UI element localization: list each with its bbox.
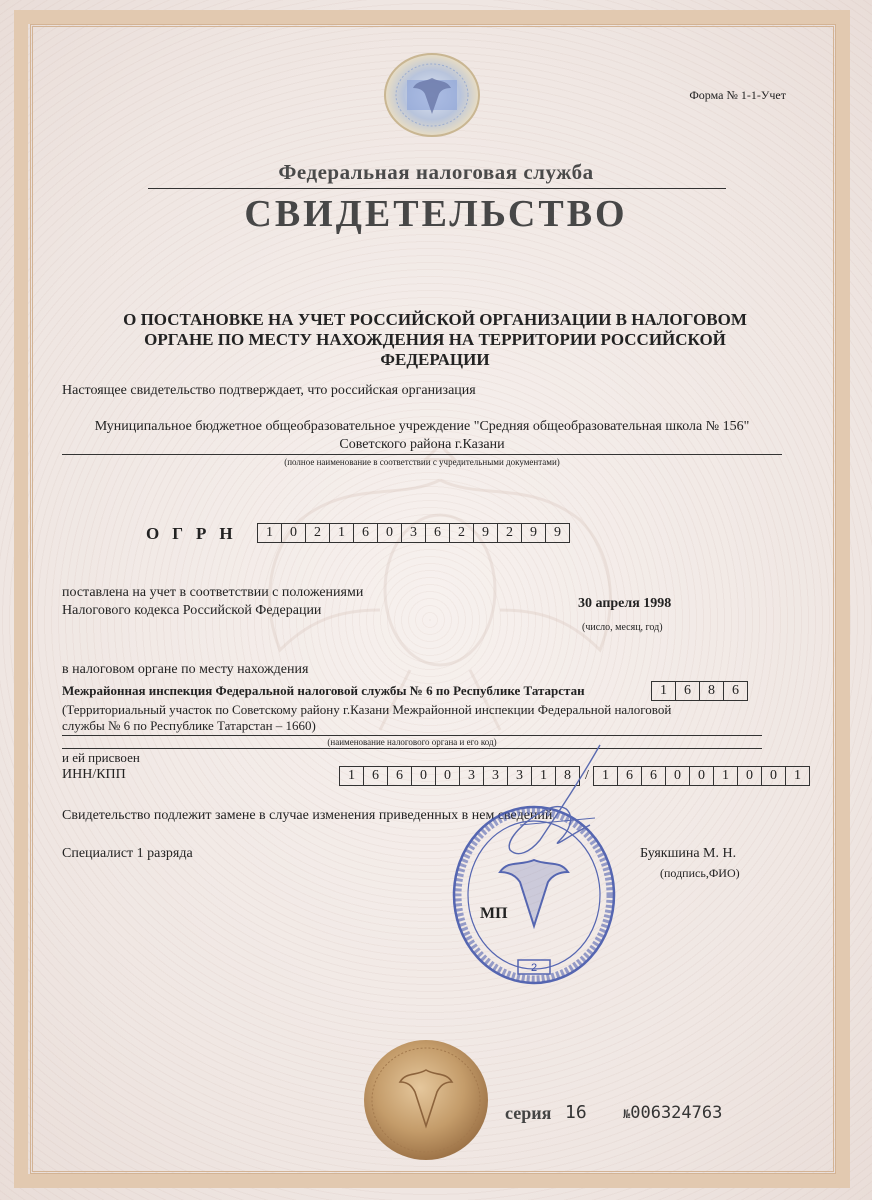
registration-line-1: поставлена на учет в соответствии с положениями	[62, 585, 364, 600]
tax-office-caption: (наименование налогового органа и его код)	[327, 737, 497, 747]
ogrn-digit-cell: 9	[545, 523, 570, 543]
series-value: 16	[565, 1102, 587, 1123]
kpp-digit-cell: 6	[641, 766, 666, 786]
ogrn-cells	[258, 523, 570, 543]
kpp-cells	[594, 766, 810, 786]
tax-office-intro: в налоговом органе по месту нахождения	[62, 662, 309, 677]
ogrn-digit-cell: 6	[353, 523, 378, 543]
inn-digit-cell: 1	[339, 766, 364, 786]
certificate-number-value: 006324763	[630, 1103, 723, 1123]
tax-office-name: Межрайонная инспекция Федеральной налоговой службы № 6 по Республике Татарстан	[62, 683, 585, 698]
org-name-underline	[62, 454, 782, 455]
registration-date-caption: (число, месяц, год)	[582, 622, 663, 633]
kpp-digit-cell: 0	[665, 766, 690, 786]
kpp-digit-cell: 1	[785, 766, 810, 786]
tax-office-code-cell: 6	[723, 681, 748, 701]
inn-assigned-text: и ей присвоен	[62, 750, 140, 765]
ogrn-digit-cell: 0	[281, 523, 306, 543]
organization-name: Муниципальное бюджетное общеобразовательное учреждение "Средняя общеобразовательная школа № 156" Советского района г.Казани	[94, 419, 750, 452]
registration-line-2: Налогового кодекса Российской Федерации	[62, 603, 322, 618]
tax-office-note-line-2: службы № 6 по Республике Татарстан – 1660)	[62, 718, 316, 733]
ogrn-digit-cell: 1	[257, 523, 282, 543]
tax-office-note-line-1: (Территориальный участок по Советскому району г.Казани Межрайонной инспекции Федеральной налоговой	[62, 702, 672, 717]
page-title: СВИДЕТЕЛЬСТВО	[244, 193, 628, 235]
tax-office-code-cell: 6	[675, 681, 700, 701]
ogrn-digit-cell: 9	[473, 523, 498, 543]
ogrn-label: ОГРН	[146, 524, 246, 543]
gold-seal-icon	[362, 1038, 490, 1162]
ogrn-digit-cell: 1	[329, 523, 354, 543]
inn-digit-cell: 3	[507, 766, 532, 786]
inn-digit-cell: 3	[459, 766, 484, 786]
signature-icon	[500, 740, 620, 880]
tax-office-code-cell: 1	[651, 681, 676, 701]
ogrn-digit-cell: 2	[305, 523, 330, 543]
kpp-digit-cell: 1	[593, 766, 618, 786]
inn-digit-cell: 6	[363, 766, 388, 786]
ogrn-digit-cell: 6	[425, 523, 450, 543]
tax-office-underline	[62, 735, 762, 736]
kpp-digit-cell: 0	[689, 766, 714, 786]
kpp-digit-cell: 0	[737, 766, 762, 786]
number-sign: №	[623, 1107, 631, 1121]
confirm-text: Настоящее свидетельство подтверждает, что российская организация	[62, 383, 476, 398]
ogrn-digit-cell: 3	[401, 523, 426, 543]
specialist-position: Специалист 1 разряда	[62, 846, 193, 861]
tax-office-underline-2	[62, 748, 762, 749]
ogrn-digit-cell: 2	[449, 523, 474, 543]
agency-name: Федеральная налоговая служба	[278, 160, 594, 184]
signer-caption: (подпись,ФИО)	[660, 866, 740, 880]
svg-text:2: 2	[530, 962, 538, 974]
signer-name: Буякшина М. Н.	[640, 846, 737, 861]
inn-digit-cell: 6	[387, 766, 412, 786]
series-label: серия	[505, 1103, 552, 1123]
inn-digit-cell: 8	[555, 766, 580, 786]
kpp-digit-cell: 1	[713, 766, 738, 786]
title-divider	[148, 188, 726, 189]
inn-kpp-separator: /	[585, 768, 589, 783]
inn-digit-cell: 3	[483, 766, 508, 786]
ogrn-digit-cell: 9	[521, 523, 546, 543]
certificate-subtitle: О ПОСТАНОВКЕ НА УЧЕТ РОССИЙСКОЙ ОРГАНИЗАЦИИ В НАЛОГОВОМ ОРГАНЕ ПО МЕСТУ НАХОЖДЕНИЯ НА ТЕРРИТОРИИ РОССИЙСКОЙ ФЕДЕРАЦИИ	[123, 310, 747, 369]
replacement-note: Свидетельство подлежит замене в случае изменения приведенных в нем сведений.	[62, 808, 556, 823]
form-number: Форма № 1-1-Учет	[689, 88, 786, 102]
certificate-number	[623, 1103, 722, 1123]
inn-kpp-label: ИНН/КПП	[62, 767, 126, 782]
tax-office-code-cells	[652, 681, 748, 701]
inn-digit-cell: 0	[411, 766, 436, 786]
kpp-digit-cell: 6	[617, 766, 642, 786]
kpp-digit-cell: 0	[761, 766, 786, 786]
tax-office-code-cell: 8	[699, 681, 724, 701]
registration-date: 30 апреля 1998	[578, 596, 672, 611]
ogrn-digit-cell: 0	[377, 523, 402, 543]
inn-digit-cell: 0	[435, 766, 460, 786]
inn-digit-cell: 1	[531, 766, 556, 786]
ogrn-digit-cell: 2	[497, 523, 522, 543]
stamp-place-label: МП	[480, 905, 508, 922]
org-name-caption: (полное наименование в соответствии с учредительными документами)	[284, 457, 560, 467]
